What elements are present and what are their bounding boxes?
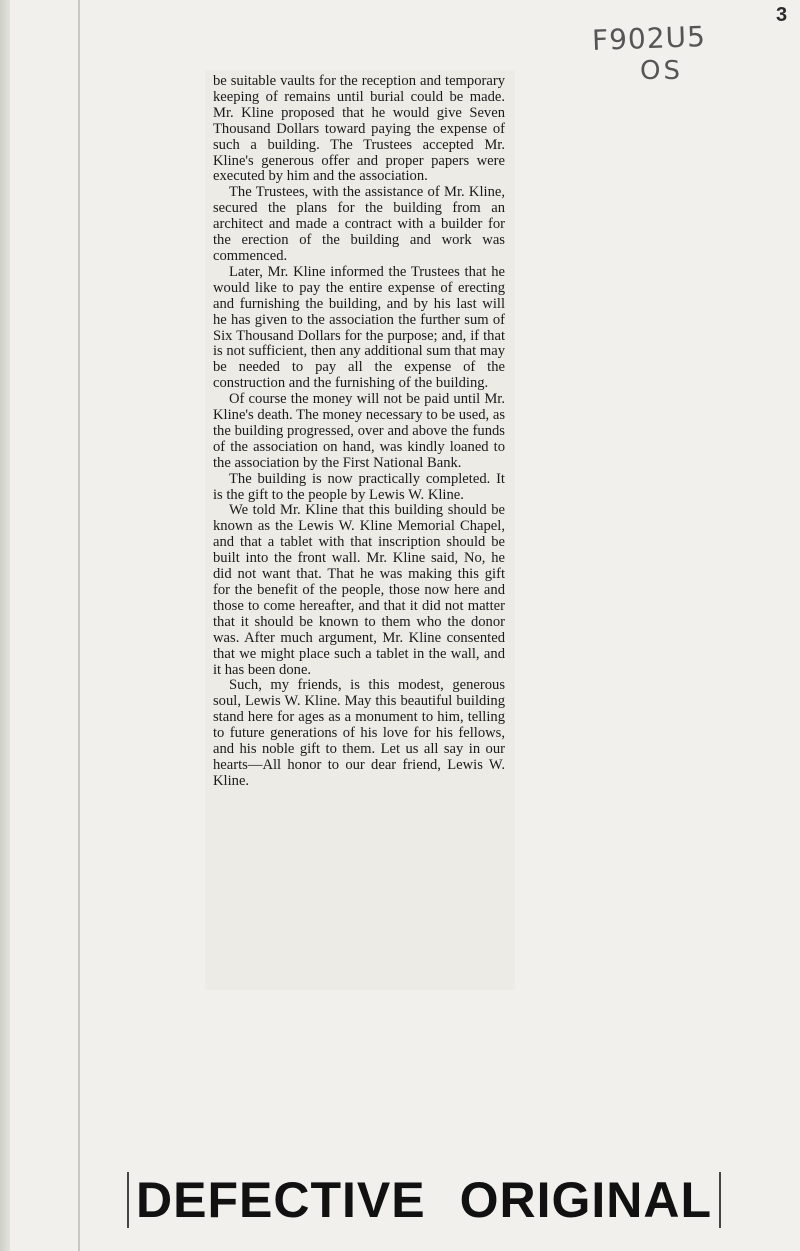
fold-line	[78, 0, 80, 1251]
manuscript-subnumber: OS	[640, 56, 683, 86]
stamp-word-defective: DEFECTIVE	[135, 1172, 426, 1228]
article-paragraph: We told Mr. Kline that this building should be known as the Lewis W. Kline Memorial Chapel, and that a tablet with that inscription should be built into the front wall. Mr. Kline said, No, he did not want that. That he was making this gift for the benefit of the people, those now here and those to come hereafter, and that it did not matter that it should be known to them who the donor was. After much argument, Mr. Kline consented that we might place such a tablet in the wall, and it has been done.	[213, 502, 505, 678]
page-number: 3	[776, 4, 788, 26]
article-paragraph: be suitable vaults for the reception and temporary keeping of remains until burial could be made. Mr. Kline proposed that he would give Seven Thousand Dollars toward paying the expense of such a building. The Trustees accepted Mr. Kline's generous offer and proper papers were executed by him and the association.	[213, 73, 505, 185]
defective-original-stamp	[127, 1172, 721, 1228]
article-paragraph: The Trustees, with the assistance of Mr. Kline, secured the plans for the building from an architect and made a contract with a builder for the erection of the building and work was commenced.	[213, 184, 505, 264]
article-paragraph: The building is now practically completed. It is the gift to the people by Lewis W. Kline.	[213, 470, 505, 503]
manuscript-number: F902U5	[591, 20, 707, 57]
article-paragraph: Such, my friends, is this modest, generous soul, Lewis W. Kline. May this beautiful building stand here for ages as a monument to him, telling to future generations of his love for his fellows, and his noble gift to them. Let us all say in our hearts—All honor to our dear friend, Lewis W. Kline.	[213, 677, 505, 789]
article-paragraph: Later, Mr. Kline informed the Trustees that he would like to pay the entire expense of erecting and furnishing the building, and by his last will he has given to the association the further sum of Six Thousand Dollars for the purpose; and, if that is not sufficient, then any additional sum that may be needed to pay all the expense of the construction and the furnishing of the building.	[213, 263, 505, 392]
page-edge	[0, 0, 10, 1251]
article-paragraph: Of course the money will not be paid until Mr. Kline's death. The money necessary to be used, as the building progressed, over and above the funds of the association on hand, was kindly loaned to the association by the First National Bank.	[213, 391, 505, 471]
stamp-word-original: ORIGINAL	[459, 1172, 713, 1228]
article-text	[213, 74, 505, 790]
